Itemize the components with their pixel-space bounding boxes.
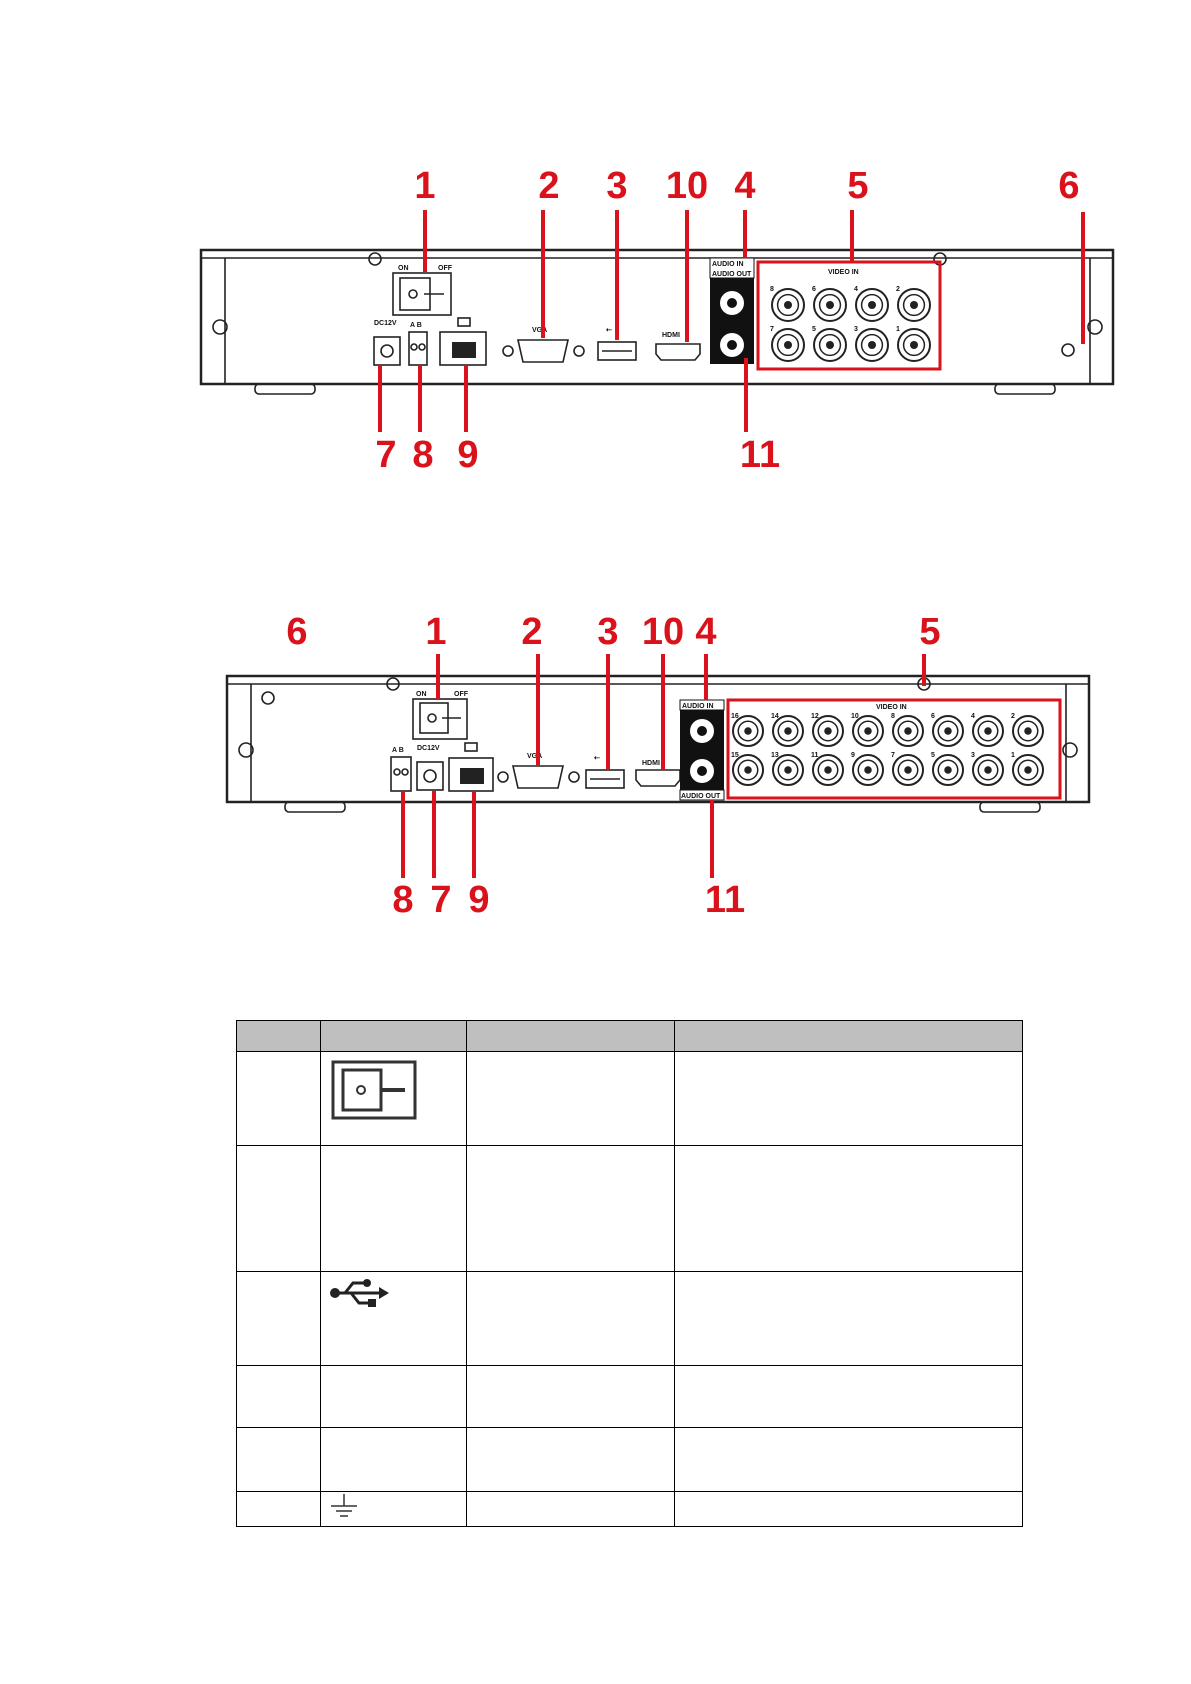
callout-number: 7	[430, 879, 452, 920]
channel-number: 1	[896, 326, 900, 333]
hdmi-label: HDMI	[642, 760, 660, 767]
rear-panel-figure-8ch	[0, 160, 1191, 480]
callout-number: 2	[538, 165, 560, 207]
audio-out-label: AUDIO OUT	[712, 271, 752, 278]
video-in-label: VIDEO IN	[876, 704, 907, 711]
callout-5	[847, 165, 868, 262]
channel-number: 6	[812, 286, 816, 293]
callout-number: 11	[704, 879, 746, 920]
channel-number: 3	[854, 326, 858, 333]
table-row	[237, 1052, 1023, 1146]
usb-icon	[329, 1278, 389, 1308]
channel-number: 14	[771, 713, 779, 720]
dc-label: DC12V	[374, 320, 397, 327]
channel-number: 2	[896, 286, 900, 293]
channel-number: 3	[971, 752, 975, 759]
chassis	[227, 676, 1089, 812]
callout-number: 5	[847, 165, 869, 207]
video-in-label: VIDEO IN	[828, 269, 859, 276]
icon-cell	[320, 1492, 467, 1527]
channel-number: 2	[1011, 713, 1015, 720]
callout-number: 7	[375, 434, 397, 476]
channel-number: 16	[731, 713, 739, 720]
callout-number: 3	[606, 165, 628, 207]
audio-in-label: AUDIO IN	[682, 703, 714, 710]
header-cell-1	[237, 1021, 321, 1052]
callout-number: 4	[734, 165, 756, 207]
callout-number: 11	[739, 434, 781, 476]
channel-number: 13	[771, 752, 779, 759]
table-row	[237, 1366, 1023, 1428]
callout-number: 9	[468, 879, 490, 920]
vga-label: VGA	[532, 327, 548, 334]
table-row	[237, 1146, 1023, 1272]
ab-label: A B	[392, 747, 404, 754]
callout-number: 6	[1058, 165, 1080, 207]
channel-number: 7	[770, 326, 774, 333]
channel-number: 15	[731, 752, 739, 759]
ab-label: A B	[410, 322, 422, 329]
channel-number: 10	[851, 713, 859, 720]
header-cell-2	[320, 1021, 467, 1052]
icon-cell	[320, 1272, 467, 1366]
channel-number: 5	[931, 752, 935, 759]
callout-9	[468, 791, 489, 920]
callout-4	[734, 165, 755, 258]
channel-number: 8	[891, 713, 895, 720]
switch-on-label: ON	[416, 691, 427, 698]
usb-symbol: ⇠	[594, 755, 600, 762]
channel-number: 8	[770, 286, 774, 293]
table-row	[237, 1272, 1023, 1366]
audio-in-label: AUDIO IN	[712, 261, 744, 268]
callout-number: 4	[695, 611, 717, 653]
table-row	[237, 1492, 1023, 1527]
channel-number: 4	[971, 713, 975, 720]
callout-number: 9	[457, 434, 479, 476]
header-cell-3	[467, 1021, 674, 1052]
callout-number: 1	[414, 165, 436, 207]
callout-number: 5	[919, 611, 941, 653]
audio-out-label: AUDIO OUT	[681, 793, 721, 800]
switch-off-label: OFF	[454, 691, 468, 698]
callout-11	[705, 800, 745, 920]
rear-panel-diagram-16ch	[0, 600, 1191, 920]
channel-number: 5	[812, 326, 816, 333]
callout-number: 8	[392, 879, 414, 920]
callout-number: 6	[286, 611, 308, 653]
audio-block	[710, 258, 754, 364]
usb-symbol: ⇠	[606, 327, 612, 334]
rear-panel-diagram-8ch	[0, 160, 1191, 480]
table-header-row	[237, 1021, 1023, 1052]
callout-7	[430, 791, 451, 920]
chassis	[201, 250, 1113, 394]
switch-off-label: OFF	[438, 265, 452, 272]
switch-on-label: ON	[398, 265, 409, 272]
header-cell-4	[674, 1021, 1022, 1052]
icon-cell	[320, 1052, 467, 1146]
channel-number: 1	[1011, 752, 1015, 759]
audio-block	[680, 700, 724, 800]
power-switch-icon	[329, 1058, 419, 1122]
channel-number: 4	[854, 286, 858, 293]
callout-number: 2	[521, 611, 543, 653]
callout-number: 10	[665, 165, 709, 207]
callout-number: 3	[597, 611, 619, 653]
hdmi-label: HDMI	[662, 332, 680, 339]
callout-number: 1	[425, 611, 447, 653]
callout-8	[392, 791, 413, 920]
channel-number: 7	[891, 752, 895, 759]
channel-number: 6	[931, 713, 935, 720]
rear-panel-figure-16ch	[0, 600, 1191, 920]
dc-label: DC12V	[417, 745, 440, 752]
vga-label: VGA	[527, 753, 543, 760]
callout-6	[286, 611, 307, 653]
ground-icon	[329, 1494, 359, 1520]
channel-number: 9	[851, 752, 855, 759]
callout-number: 8	[412, 434, 434, 476]
channel-number: 12	[811, 713, 819, 720]
channel-number: 11	[811, 752, 819, 759]
table-row	[237, 1428, 1023, 1492]
callout-number: 10	[641, 611, 685, 653]
rear-panel-ports-table	[236, 1020, 1023, 1527]
